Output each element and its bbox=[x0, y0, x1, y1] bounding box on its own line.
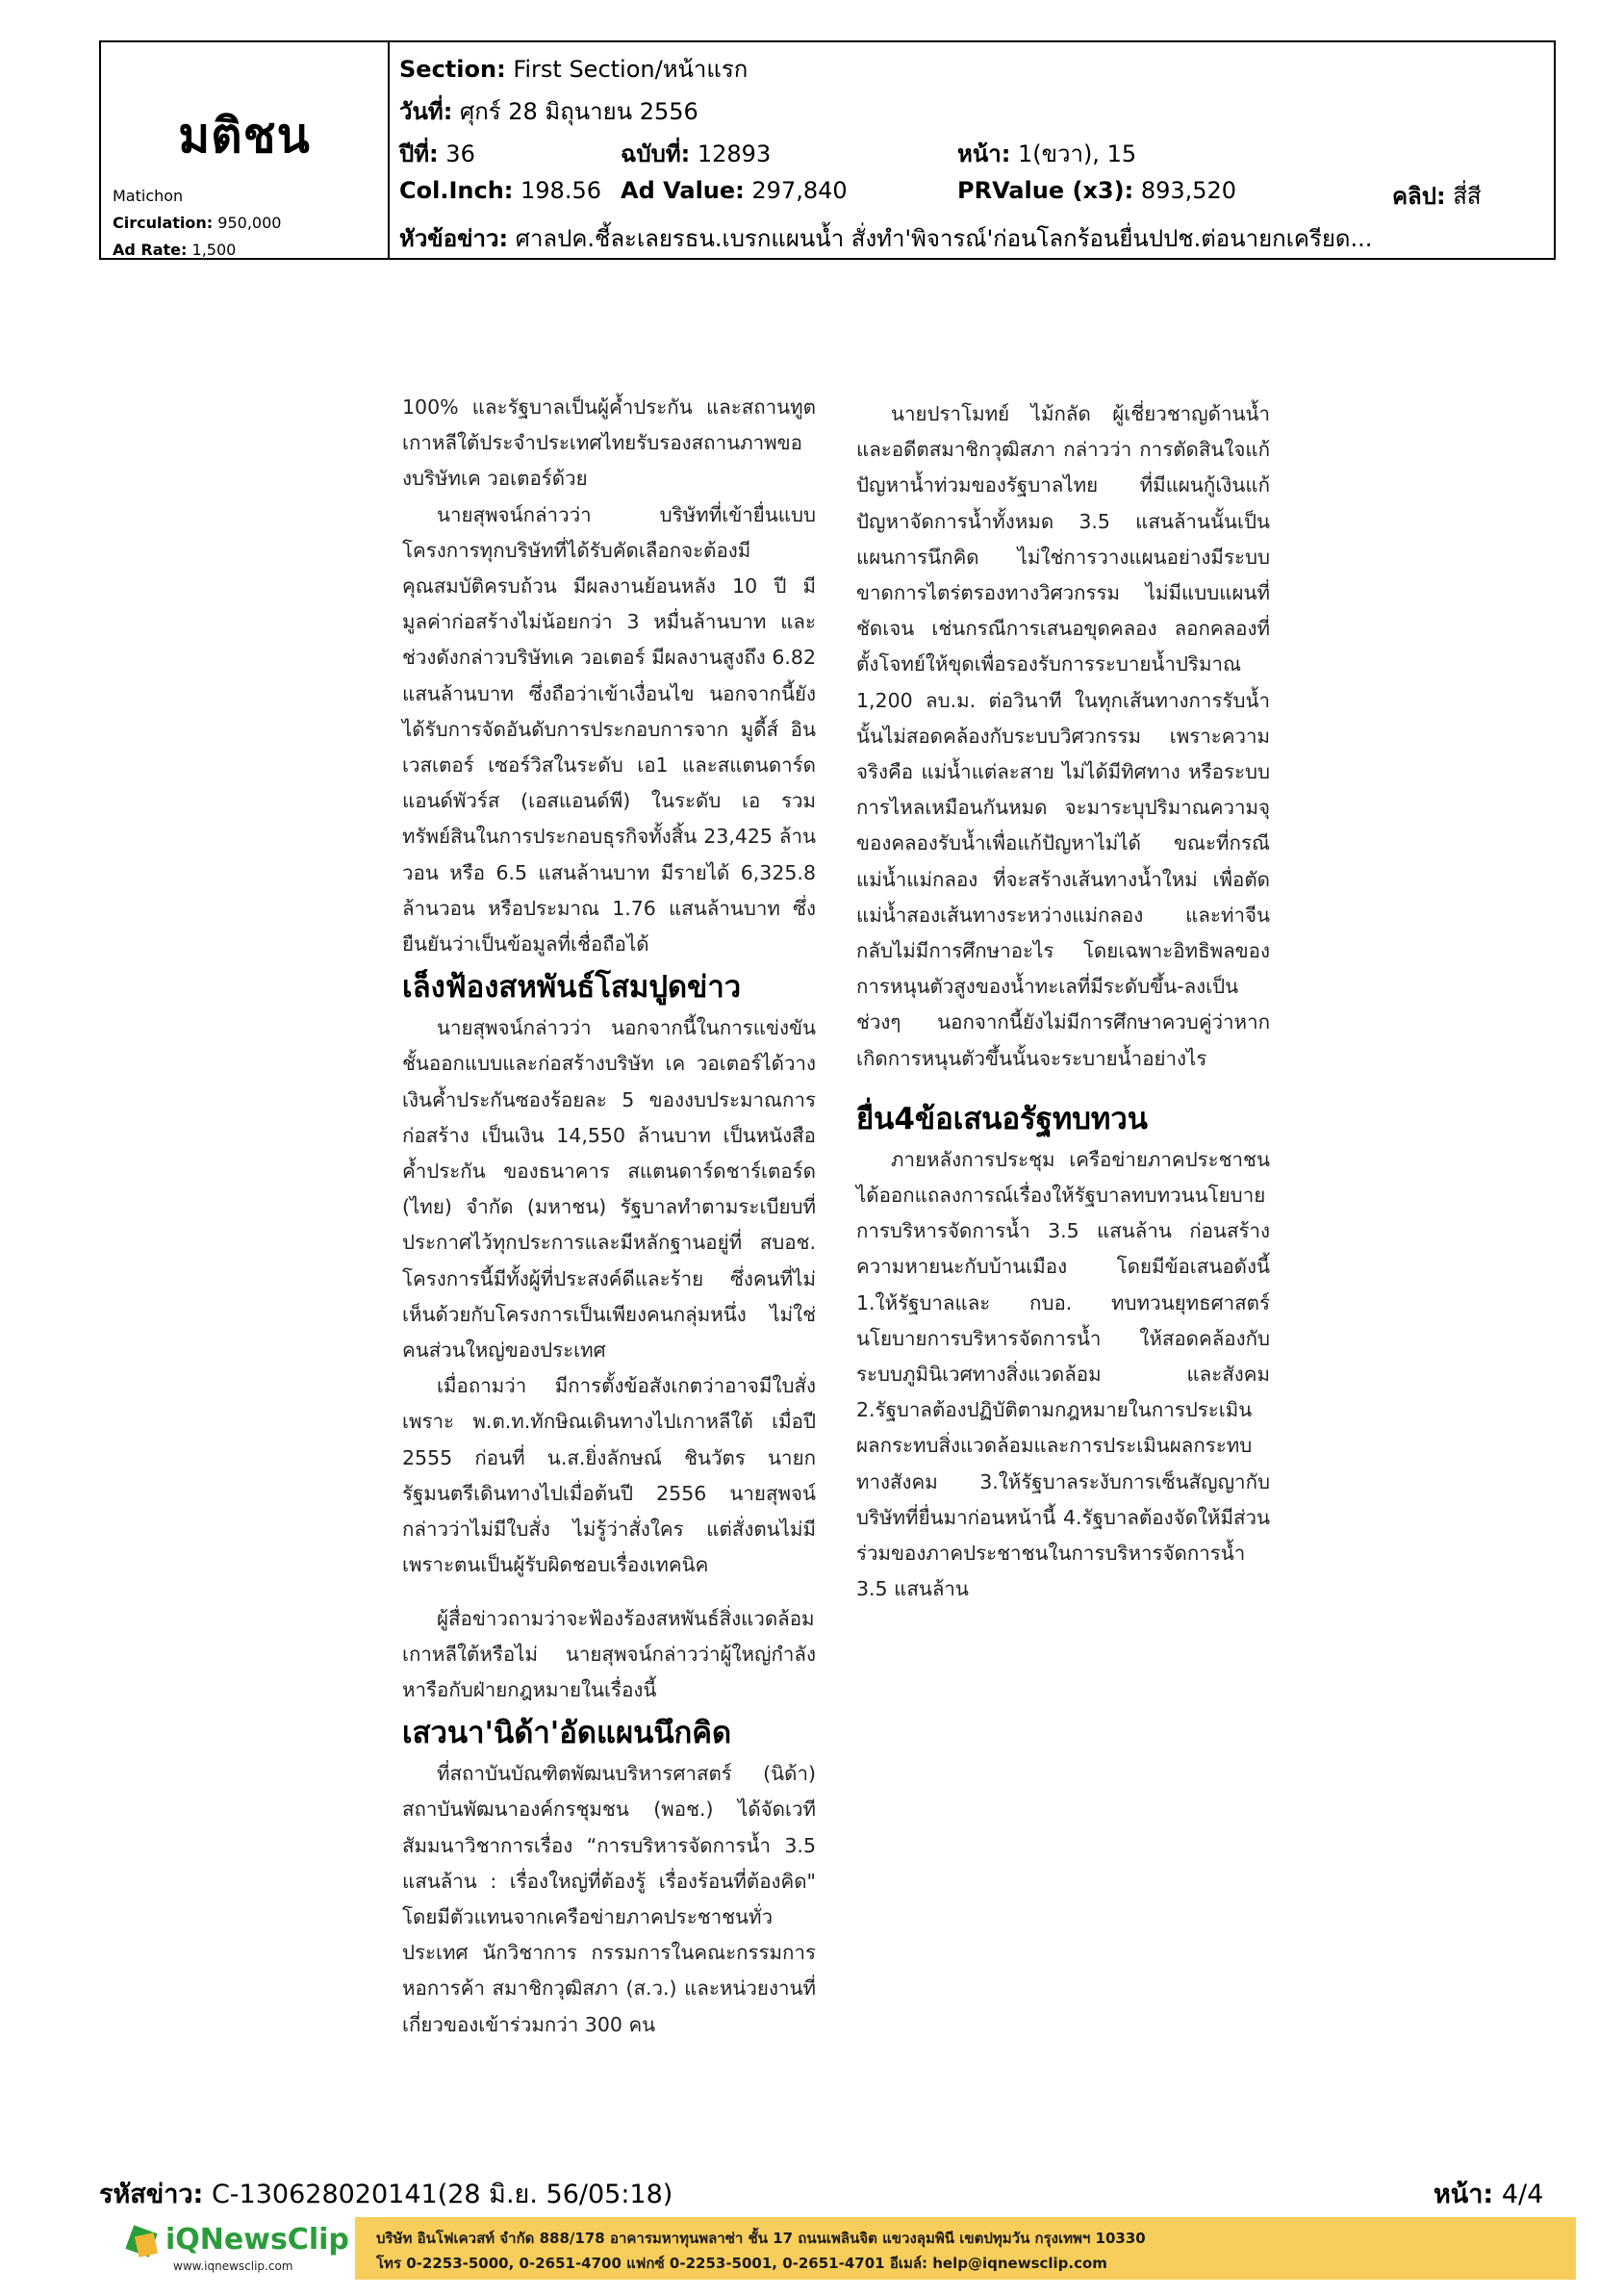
publication-name: Matichon bbox=[113, 187, 184, 205]
brand-name: iQNewsClip bbox=[165, 2223, 349, 2257]
article-column-left bbox=[402, 390, 816, 2043]
paragraph: นายสุพจน์กล่าวว่า นอกจากนี้ในการแข่งขันชั้นออกแบบและก่อสร้างบริษัท เค วอเตอร์ได้วางเงินค้ำประกันซองร้อยละ 5 ของงบประมาณการก่อสร้าง เป็นเงิน 14,550 ล้านบาท เป็นหนังสือค้ำประกัน ของธนาคาร สแตนดาร์ดชาร์เตอร์ด (ไทย) จำกัด (มหาชน) รัฐบาลทำตามระเบียบที่ประกาศไว้ทุกประการและมีหลักฐานอยู่ที่ สบอช. โครงการนี้มีทั้งผู้ที่ประสงค์ดีและร้าย ซึ่งคนที่ไม่เห็นด้วยกับโครงการเป็นเพียงคนกลุ่มหนึ่ง ไม่ใช่คนส่วนใหญ่ของประเทศ bbox=[402, 1016, 816, 1363]
company-contact: โทร 0-2253-5000, 0-2651-4700 แฟกซ์ 0-2253-5001, 0-2651-4701 อีเมล์: help@iqnewsclip.com bbox=[376, 2255, 1107, 2272]
paragraph: นายปราโมทย์ ไม้กลัด ผู้เชี่ยวชาญด้านน้ำและอดีตสมาชิกวุฒิสภา กล่าวว่า การตัดสินใจแก้ปัญหาน้ำท่วมของรัฐบาลไทย ที่มีแผนกู้เงินแก้ปัญหาจัดการน้ำทั้งหมด 3.5 แสนล้านนั้นเป็นแผนการนึกคิด ไม่ใช่การวางแผนอย่างมีระบบ ขาดการไตร่ตรองทางวิศวกรรม ไม่มีแบบแผนที่ชัดเจน เช่นกรณีการเสนอขุดคลอง ลอกคลองที่ตั้งโจทย์ให้ขุดเพื่อรองรับการระบายน้ำปริมาณ 1,200 ลบ.ม. ต่อวินาที ในทุกเส้นทางการรับน้ำนั้นไม่สอดคล้องกับระบบวิศวกรรม เพราะความจริงคือ แม่น้ำแต่ละสาย ไม่ได้มีทิศทาง หรือระบบการไหลเหมือนกันหมด จะมาระบุปริมาณความจุของคลองรับน้ำเพื่อแก้ปัญหาไม่ได้ ขณะที่กรณีแม่น้ำแม่กลอง ที่จะสร้างเส้นทางน้ำใหม่ เพื่อตัดแม่น้ำสองเส้นทางระหว่างแม่กลอง และท่าจีน กลับไม่มีการศึกษาอะไร โดยเฉพาะอิทธิพลของการหนุนตัวสูงของน้ำทะเลที่มีระดับขึ้น-ลงเป็นช่วงๆ นอกจากนี้ยังไม่มีการศึกษาควบคู่ว่าหากเกิดการหนุนตัวขึ้นนั้นจะระบายน้ำอย่างไร bbox=[856, 402, 1270, 1070]
issue-row: ปีที่: 36 ฉบับที่: 12893 หน้า: 1(ขวา), 15 bbox=[399, 140, 1137, 167]
iqnewsclip-logo bbox=[123, 2219, 349, 2279]
paragraph: ผู้สื่อข่าวถามว่าจะฟ้องร้องสหพันธ์สิ่งแวดล้อมเกาหลีใต้หรือไม่ นายสุพจน์กล่าวว่าผู้ใหญ่กำลังหารือกับฝ่ายกฎหมายในเรื่องนี้ bbox=[402, 1606, 816, 1701]
clip-metadata bbox=[390, 42, 1554, 258]
subheading: เล็งฟ้องสหพันธ์โสมปูดข่าว bbox=[402, 970, 742, 1006]
section-row: Section: First Section/หน้าแรก bbox=[399, 56, 749, 83]
publication-panel bbox=[101, 42, 390, 258]
value-row: Col.Inch: 198.56 Ad Value: 297,840 PRValue (x3): 893,520 คลิป: สี่สี bbox=[399, 177, 1482, 210]
brand-url: www.iqnewsclip.com bbox=[173, 2259, 293, 2273]
news-code: รหัสข่าว: C-130628020141(28 มิ.ย. 56/05:18) bbox=[99, 2180, 673, 2209]
paragraph: ภายหลังการประชุม เครือข่ายภาคประชาชนได้ออกแถลงการณ์เรื่องให้รัฐบาลทบทวนนโยบายการบริหารจัดการน้ำ 3.5 แสนล้าน ก่อนสร้างความหายนะกับบ้านเมือง โดยมีข้อเสนอดังนี้ 1.ให้รัฐบาลและ กบอ. ทบทวนยุทธศาสตร์นโยบายการบริหารจัดการน้ำ ให้สอดคล้องกับระบบภูมินิเวศทางสิ่งแวดล้อม และสังคม 2.รัฐบาลต้องปฏิบัติตามกฎหมายในการประเมินผลกระทบสิ่งแวดล้อมและการประเมินผลกระทบทางสังคม 3.ให้รัฐบาลระงับการเซ็นสัญญากับบริษัทที่ยื่นมาก่อนหน้านี้ 4.รัฐบาลต้องจัดให้มีส่วนร่วมของภาคประชาชนในการบริหารจัดการน้ำ 3.5 แสนล้าน bbox=[856, 1147, 1270, 1601]
clip-icon bbox=[123, 2225, 165, 2263]
ad-rate: Ad Rate: 1,500 bbox=[113, 241, 237, 259]
subheading: เสวนา'นิด้า'อัดแผนนึกคิด bbox=[402, 1716, 732, 1751]
paragraph: ที่สถาบันบัณฑิตพัฒนบริหารศาสตร์ (นิด้า) สถาบันพัฒนาองค์กรชุมชน (พอช.) ได้จัดเวทีสัมมนาวิชาการเรื่อง “การบริหารจัดการน้ำ 3.5 แสนล้าน : เรื่องใหญ่ที่ต้องรู้ เรื่องร้อนที่ต้องคิด" โดยมีตัวแทนจากเครือข่ายภาคประชาชนทั่วประเทศ นักวิชาการ กรรมการในคณะกรรมการหอการค้า สมาชิกวุฒิสภา (ส.ว.) และหน่วยงานที่เกี่ยวของเข้าร่วมกว่า 300 คน bbox=[402, 1762, 816, 2036]
paragraph: เมื่อถามว่า มีการตั้งข้อสังเกตว่าอาจมีใบสั่งเพราะ พ.ต.ท.ทักษิณเดินทางไปเกาหลีใต้ เมื่อปี 2555 ก่อนที่ น.ส.ยิ่งลักษณ์ ชินวัตร นายกรัฐมนตรีเดินทางไปเมื่อต้นปี 2556 นายสุพจน์กล่าวว่าไม่มีใบสั่ง ไม่รู้ว่าสั่งใคร แต่สั่งตนไม่มี เพราะตนเป็นผู้รับผิดชอบเรื่องเทคนิค bbox=[402, 1374, 816, 1577]
subheading: ยื่น4ข้อเสนอรัฐทบทวน bbox=[856, 1101, 1148, 1136]
paragraph: นายสุพจน์กล่าวว่า บริษัทที่เข้ายื่นแบบโครงการทุกบริษัทที่ได้รับคัดเลือกจะต้องมีคุณสมบัติครบถ้วน มีผลงานย้อนหลัง 10 ปี มีมูลค่าก่อสร้างไม่น้อยกว่า 3 หมื่นล้านบาท และช่วงดังกล่าวบริษัทเค วอเตอร์ มีผลงานสูงถึง 6.82 แสนล้านบาท ซึ่งถือว่าเข้าเงื่อนไข นอกจากนี้ยังได้รับการจัดอันดับการประกอบการจาก มูดี้ส์ อินเวสเตอร์ เซอร์วิสในระดับ เอ1 และสแตนดาร์ด แอนด์พัวร์ส (เอสแอนด์พี) ในระดับ เอ รวมทรัพย์สินในการประกอบธุรกิจทั้งสิ้น 23,425 ล้านวอน หรือ 6.5 แสนล้านบาท มีรายได้ 6,325.8 ล้านวอน หรือประมาณ 1.76 แสนล้านบาท ซึ่งยืนยันว่าเป็นข้อมูลที่เชื่อถือได้ bbox=[402, 502, 816, 957]
circulation: Circulation: 950,000 bbox=[113, 214, 282, 232]
headline-row: หัวข้อข่าว: ศาลปค.ชี้ละเลยรธน.เบรกแผนน้ำ สั่งทำ'พิจารณ์'ก่อนโลกร้อนยื่นปปช.ต่อนายกเครียด... bbox=[399, 225, 1373, 252]
article-column-right bbox=[856, 396, 1270, 1608]
company-info-bar bbox=[355, 2217, 1576, 2280]
publication-logo: มติชน bbox=[178, 108, 311, 164]
company-address: บริษัท อินโฟเควสท์ จำกัด 888/178 อาคารมหาทุนพลาซ่า ชั้น 17 ถนนเพลินจิต แขวงลุมพินี เขตปทุมวัน กรุงเทพฯ 10330 bbox=[376, 2230, 1146, 2247]
page-counter: หน้า: 4/4 bbox=[1434, 2180, 1544, 2209]
clipping-header bbox=[99, 40, 1556, 260]
paragraph: 100% และรัฐบาลเป็นผู้ค้ำประกัน และสถานทูตเกาหลีใต้ประจำประเทศไทยรับรองสถานภาพของบริษัทเค วอเตอร์ด้วย bbox=[402, 395, 816, 491]
publication-meta bbox=[113, 183, 281, 264]
date-row: วันที่: ศุกร์ 28 มิถุนายน 2556 bbox=[399, 98, 698, 125]
